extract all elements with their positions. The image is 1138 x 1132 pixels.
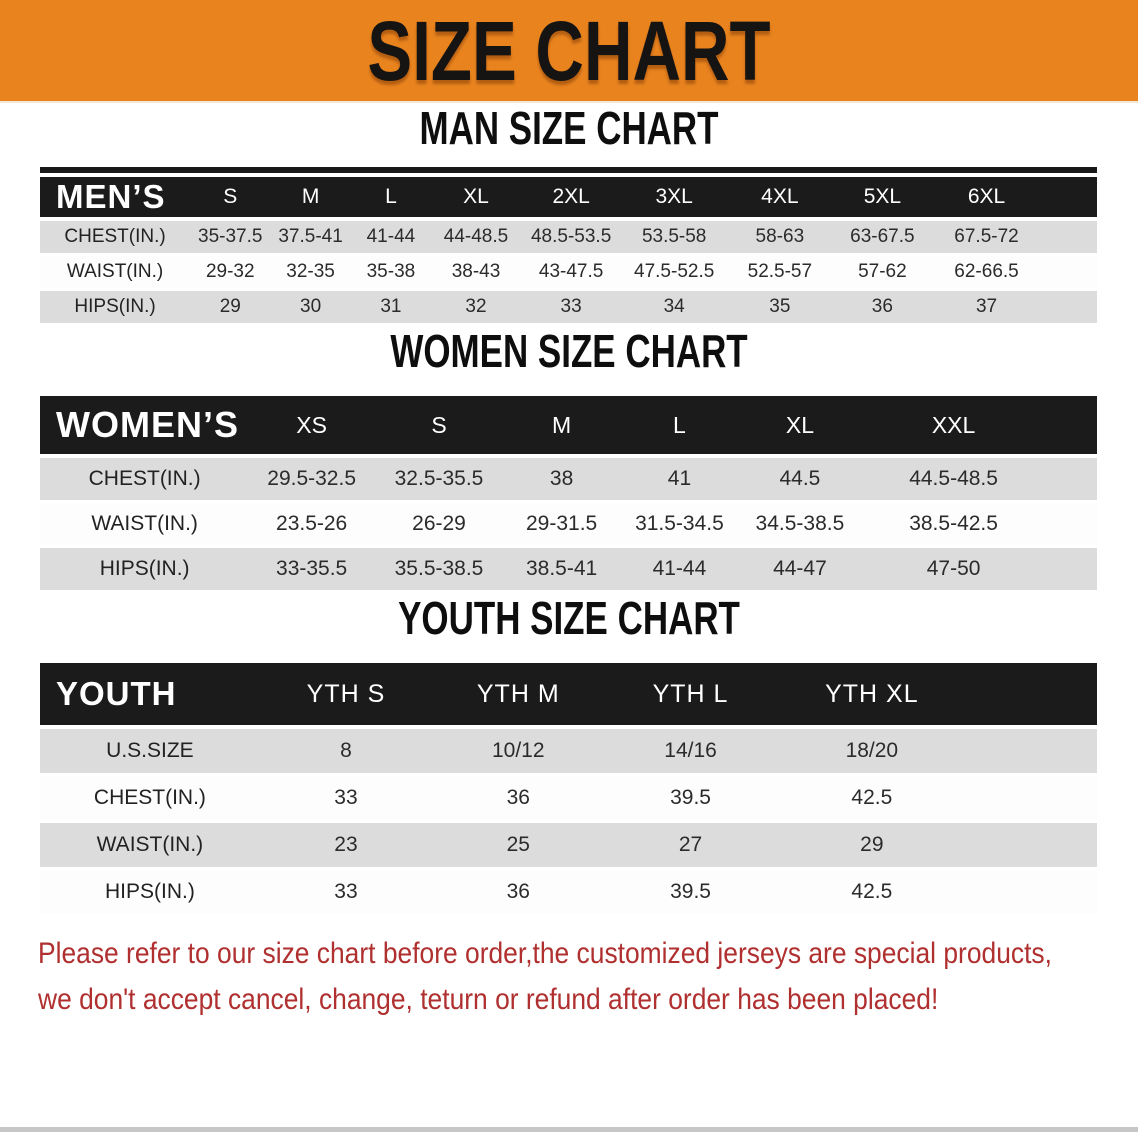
banner-title: SIZE CHART [367,3,771,98]
data-cell: 44.5-48.5 [909,467,998,490]
data-cell: 62-66.5 [954,261,1019,282]
data-cell: 33-35.5 [276,557,348,580]
row-label: CHEST(IN.) [88,467,201,490]
data-cell: 67.5-72 [954,226,1019,247]
men-section-heading: MAN SIZE CHART [419,102,719,154]
disclaimer-line-2: we don't accept cancel, change, teturn or refund after order has been placed! [38,983,939,1016]
row-label: WAIST(IN.) [91,512,198,535]
data-cell: 42.5 [851,880,893,903]
data-cell: 34.5-38.5 [755,512,845,535]
column-header: L [385,185,397,208]
youth-section [0,593,1138,917]
youth-size-table [40,663,1097,917]
table-row [40,547,1097,592]
row-label: WAIST(IN.) [66,261,164,282]
column-header: YTH L [652,679,729,708]
data-cell: 39.5 [670,786,711,809]
men-section [0,103,1138,326]
data-cell: 25 [506,833,530,856]
column-header: 6XL [967,185,1006,208]
row-label: WAIST(IN.) [96,833,204,856]
data-cell: 30 [300,296,322,317]
data-cell: 34 [663,296,685,317]
table-header-row [40,177,1097,219]
data-cell: 57-62 [858,261,907,282]
column-header: 5XL [863,185,902,208]
data-cell: 38-43 [451,261,501,282]
data-cell: 27 [678,833,703,856]
table-row [40,502,1097,547]
data-cell: 29-32 [205,261,255,282]
table-row [40,290,1097,325]
table-row [40,869,1097,916]
column-header: XL [463,185,489,208]
table-row [40,775,1097,822]
data-cell: 38.5-41 [525,557,598,580]
data-cell: 32 [465,296,487,317]
column-header: 4XL [761,185,799,208]
data-cell: 23 [334,833,358,856]
women-size-table [40,396,1097,593]
data-cell: 35-37.5 [198,226,263,247]
data-cell: 33 [334,786,358,809]
table-row [40,822,1097,869]
data-cell: 43-47.5 [538,261,604,282]
row-label: CHEST(IN.) [93,786,206,809]
table-row [40,255,1097,290]
data-cell: 36 [506,880,530,903]
data-cell: 35-38 [366,261,416,282]
table-row [40,727,1097,775]
data-cell: 41 [667,467,692,490]
data-cell: 63-67.5 [850,226,915,247]
table-header-row [40,663,1097,727]
data-cell: 47.5-52.5 [634,261,715,282]
data-cell: 33 [334,880,358,903]
data-cell: 32.5-35.5 [394,467,484,490]
women-section [0,326,1138,593]
data-cell: 8 [340,739,352,762]
data-cell: 29 [860,833,884,856]
row-label: HIPS(IN.) [99,557,190,580]
data-cell: 33 [560,296,582,317]
data-cell: 44-48.5 [443,226,509,247]
table-corner-label: MEN’S [56,178,166,215]
row-label: HIPS(IN.) [105,880,195,903]
data-cell: 42.5 [851,786,893,809]
column-header: M [301,185,320,208]
data-cell: 23.5-26 [276,512,348,535]
data-cell: 29.5-32.5 [267,467,357,490]
data-cell: 26-29 [412,512,466,535]
column-header: M [552,411,572,438]
column-header: S [223,185,238,208]
banner [0,0,1138,103]
data-cell: 58-63 [755,226,805,247]
column-header: XL [785,411,814,438]
data-cell: 52.5-57 [747,261,813,282]
row-label: CHEST(IN.) [64,226,166,247]
data-cell: 36 [871,296,893,317]
data-cell: 48.5-53.5 [530,226,612,247]
data-cell: 10/12 [491,739,545,762]
column-header: 2XL [552,185,590,208]
data-cell: 44.5 [779,467,821,490]
youth-section-heading: YOUTH SIZE CHART [398,592,740,644]
column-header: YTH XL [825,679,919,708]
men-table-top-rule [40,167,1097,173]
column-header: YTH S [306,679,386,708]
bottom-strip [0,1127,1138,1132]
data-cell: 35 [769,296,791,317]
disclaimer-line-1: Please refer to our size chart before order,the customized jerseys are special products, [38,937,1052,970]
column-header: XS [296,411,327,438]
column-header: 3XL [655,185,693,208]
data-cell: 31 [380,296,402,317]
data-cell: 29 [219,296,241,317]
data-cell: 38 [549,467,574,490]
data-cell: 37 [975,296,998,317]
column-header: XXL [931,411,976,438]
table-row [40,219,1097,255]
data-cell: 38.5-42.5 [909,512,998,535]
column-header: YTH M [476,679,560,708]
data-cell: 35.5-38.5 [394,557,484,580]
disclaimer [38,931,1138,1023]
data-cell: 29-31.5 [525,512,598,535]
data-cell: 37.5-41 [278,226,343,247]
table-header-row [40,396,1097,456]
data-cell: 41-44 [366,226,416,247]
row-label: U.S.SIZE [106,739,194,762]
table-corner-label: WOMEN’S [56,404,239,445]
data-cell: 44-47 [773,557,827,580]
row-label: HIPS(IN.) [74,296,156,317]
data-cell: 53.5-58 [641,226,707,247]
data-cell: 31.5-34.5 [635,512,724,535]
data-cell: 32-35 [286,261,335,282]
data-cell: 41-44 [652,557,707,580]
data-cell: 47-50 [926,557,981,580]
data-cell: 36 [506,786,530,809]
data-cell: 39.5 [670,880,711,903]
column-header: S [431,411,447,438]
data-cell: 18/20 [845,739,899,762]
column-header: L [673,411,686,438]
table-corner-label: YOUTH [56,675,177,712]
table-row [40,456,1097,502]
women-section-heading: WOMEN SIZE CHART [390,325,748,377]
data-cell: 14/16 [664,739,717,762]
men-size-table [40,177,1097,326]
